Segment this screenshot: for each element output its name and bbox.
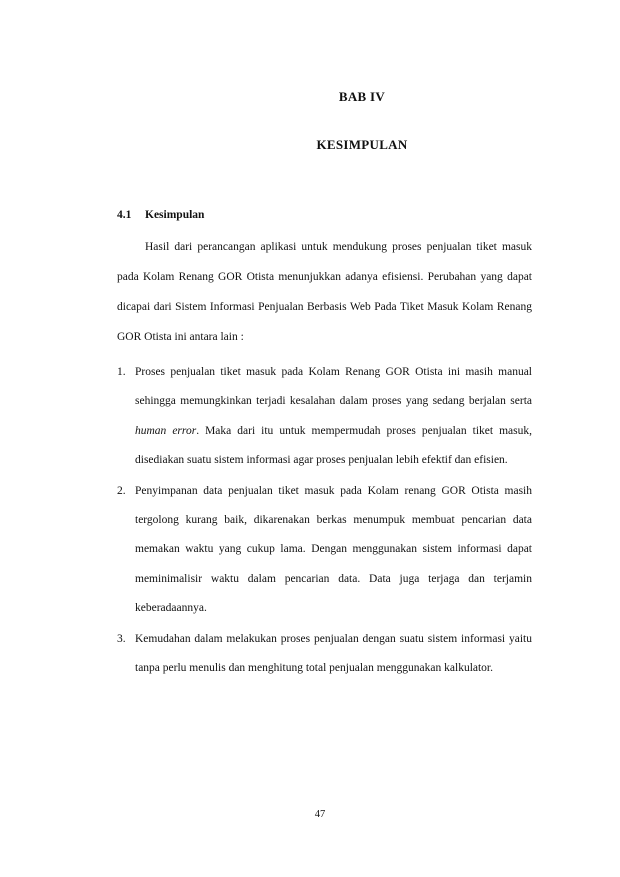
list-item-text: Penyimpanan data penjualan tiket masuk pada Kolam renang GOR Otista masih tergolong kurang baik, dikarenakan berkas menumpuk membuat pencarian data memakan waktu yang cukup lama. Dengan menggunakan sistem informasi dapat meminimalisir waktu dalam pencarian data. Data juga terjaga dan terjamin keberadaannya. [135,484,532,615]
section-number: 4.1 [117,209,132,221]
list-item-text-after: . Maka dari itu untuk mempermudah proses penjualan tiket masuk, disediakan suatu sistem informasi agar proses penjualan lebih efektif dan efisien. [135,424,532,467]
section-title: Kesimpulan [145,209,205,221]
chapter-heading: BAB IV [338,89,386,104]
list-item-text-before: Proses penjualan tiket masuk pada Kolam Renang GOR Otista ini masih manual sehingga memungkinkan terjadi kesalahan dalam proses yang sedang berjalan serta [135,366,532,408]
list-marker: 3. [117,632,126,645]
conclusion-list [117,358,532,684]
page-number: 47 [314,809,326,820]
list-item [117,477,532,624]
list-item-text: Kemudahan dalam melakukan proses penjualan dengan suatu sistem informasi yaitu tanpa perlu menulis dan menghitung total penjualan menggunakan kalkulator. [135,632,532,675]
list-item [117,358,532,476]
list-item-text [135,366,532,466]
list-item [117,625,532,684]
emphasis-text: human error [135,424,197,437]
chapter-title: KESIMPULAN [316,137,408,152]
list-marker: 1. [117,366,126,378]
intro-paragraph: Hasil dari perancangan aplikasi untuk mendukung proses penjualan tiket masuk pada Kolam Renang GOR Otista menunjukkan adanya efisiensi. Perubahan yang dapat dicapai dari Sistem Informasi Penjualan Berbasis Web Pada Tiket Masuk Kolam Renang GOR Otista ini antara lain : [117,241,532,343]
section-heading [117,209,204,221]
list-marker: 2. [117,484,126,497]
